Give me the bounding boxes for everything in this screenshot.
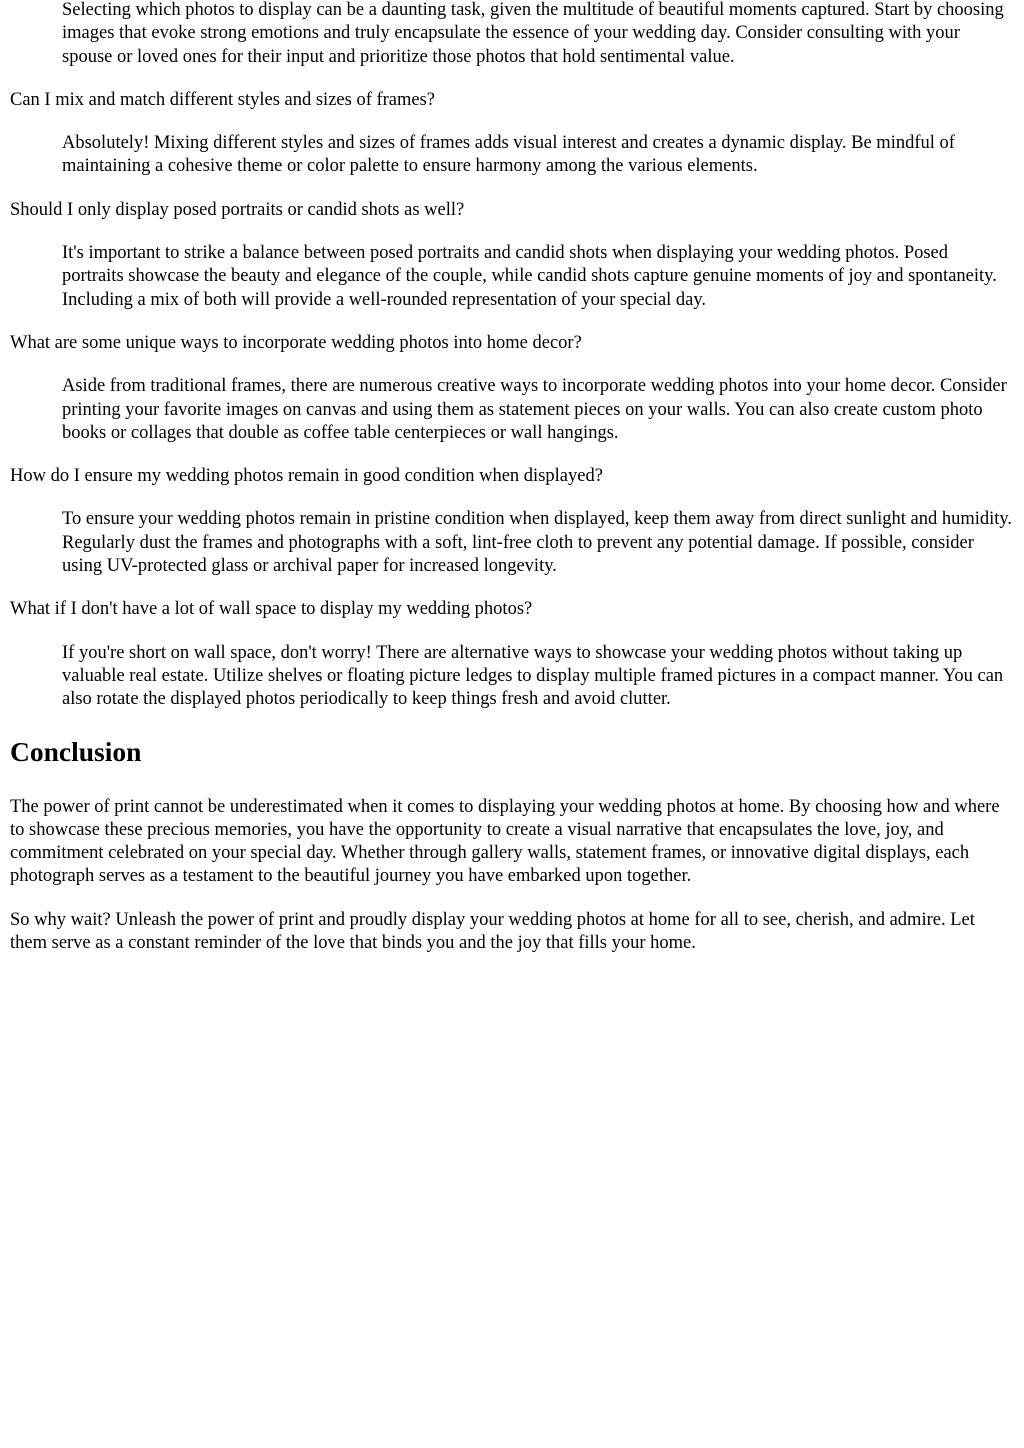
conclusion-paragraph: So why wait? Unleash the power of print and proudly display your wedding photos at home for all to see, cherish, and admire. Let them serve as a constant reminder of the love that binds you and the joy that fills your home. — [10, 909, 975, 954]
faq-answer: Selecting which photos to display can be a daunting task, given the multitude of beautiful moments captured. Start by choosing images that evoke strong emotions and truly encapsulate the essence of your wedding day. Consider consulting with your spouse or loved ones for their input and prioritize those photos that hold sentimental value. — [62, 0, 1004, 67]
faq-answer: It's important to strike a balance between posed portraits and candid shots when displaying your wedding photos. Posed portraits showcase the beauty and elegance of the couple, while candid shots capture genuine moments of joy and spontaneity. Including a mix of both will provide a well-rounded representation of your special day. — [62, 243, 997, 310]
faq-question: What are some unique ways to incorporate wedding photos into home decor? — [10, 332, 582, 353]
faq-answer: Aside from traditional frames, there are numerous creative ways to incorporate wedding photos into your home decor. Consider printing your favorite images on canvas and using them as statement pieces on your walls. You can also create custom photo books or collages that double as coffee table centerpieces or wall hangings. — [62, 376, 1007, 443]
faq-answer: If you're short on wall space, don't worry! There are alternative ways to showcase your wedding photos without taking up valuable real estate. Utilize shelves or floating picture ledges to display multiple framed pictures in a compact manner. You can also rotate the displayed photos periodically to keep things fresh and avoid clutter. — [62, 642, 1004, 710]
faq-answer: To ensure your wedding photos remain in pristine condition when displayed, keep them away from direct sunlight and humidity. Regularly dust the frames and photographs with a soft, lint-free cloth to prevent any potential damage. If possible, consider using UV-protected glass or archival paper for increased longevity. — [62, 509, 1013, 577]
faq-question: How do I ensure my wedding photos remain in good condition when displayed? — [10, 466, 603, 487]
conclusion-paragraph: The power of print cannot be underestimated when it comes to displaying your wedding photos at home. By choosing how and where to showcase these precious memories, you have the opportunity to create a visual narrative that encapsulates the love, joy, and commitment celebrated on your special day. Whether through gallery walls, statement frames, or innovative digital displays, each photograph serves as a testament to the beautiful journey you have embarked upon together. — [10, 796, 1000, 887]
faq-question: What if I don't have a lot of wall space to display my wedding photos? — [10, 599, 533, 620]
faq-question: Should I only display posed portraits or candid shots as well? — [10, 199, 465, 220]
conclusion-heading: Conclusion — [10, 735, 142, 767]
faq-question: Can I mix and match different styles and sizes of frames? — [10, 89, 436, 110]
faq-answer: Absolutely! Mixing different styles and sizes of frames adds visual interest and creates a dynamic display. Be mindful of maintaining a cohesive theme or color palette to ensure harmony among the various elements. — [62, 133, 955, 177]
